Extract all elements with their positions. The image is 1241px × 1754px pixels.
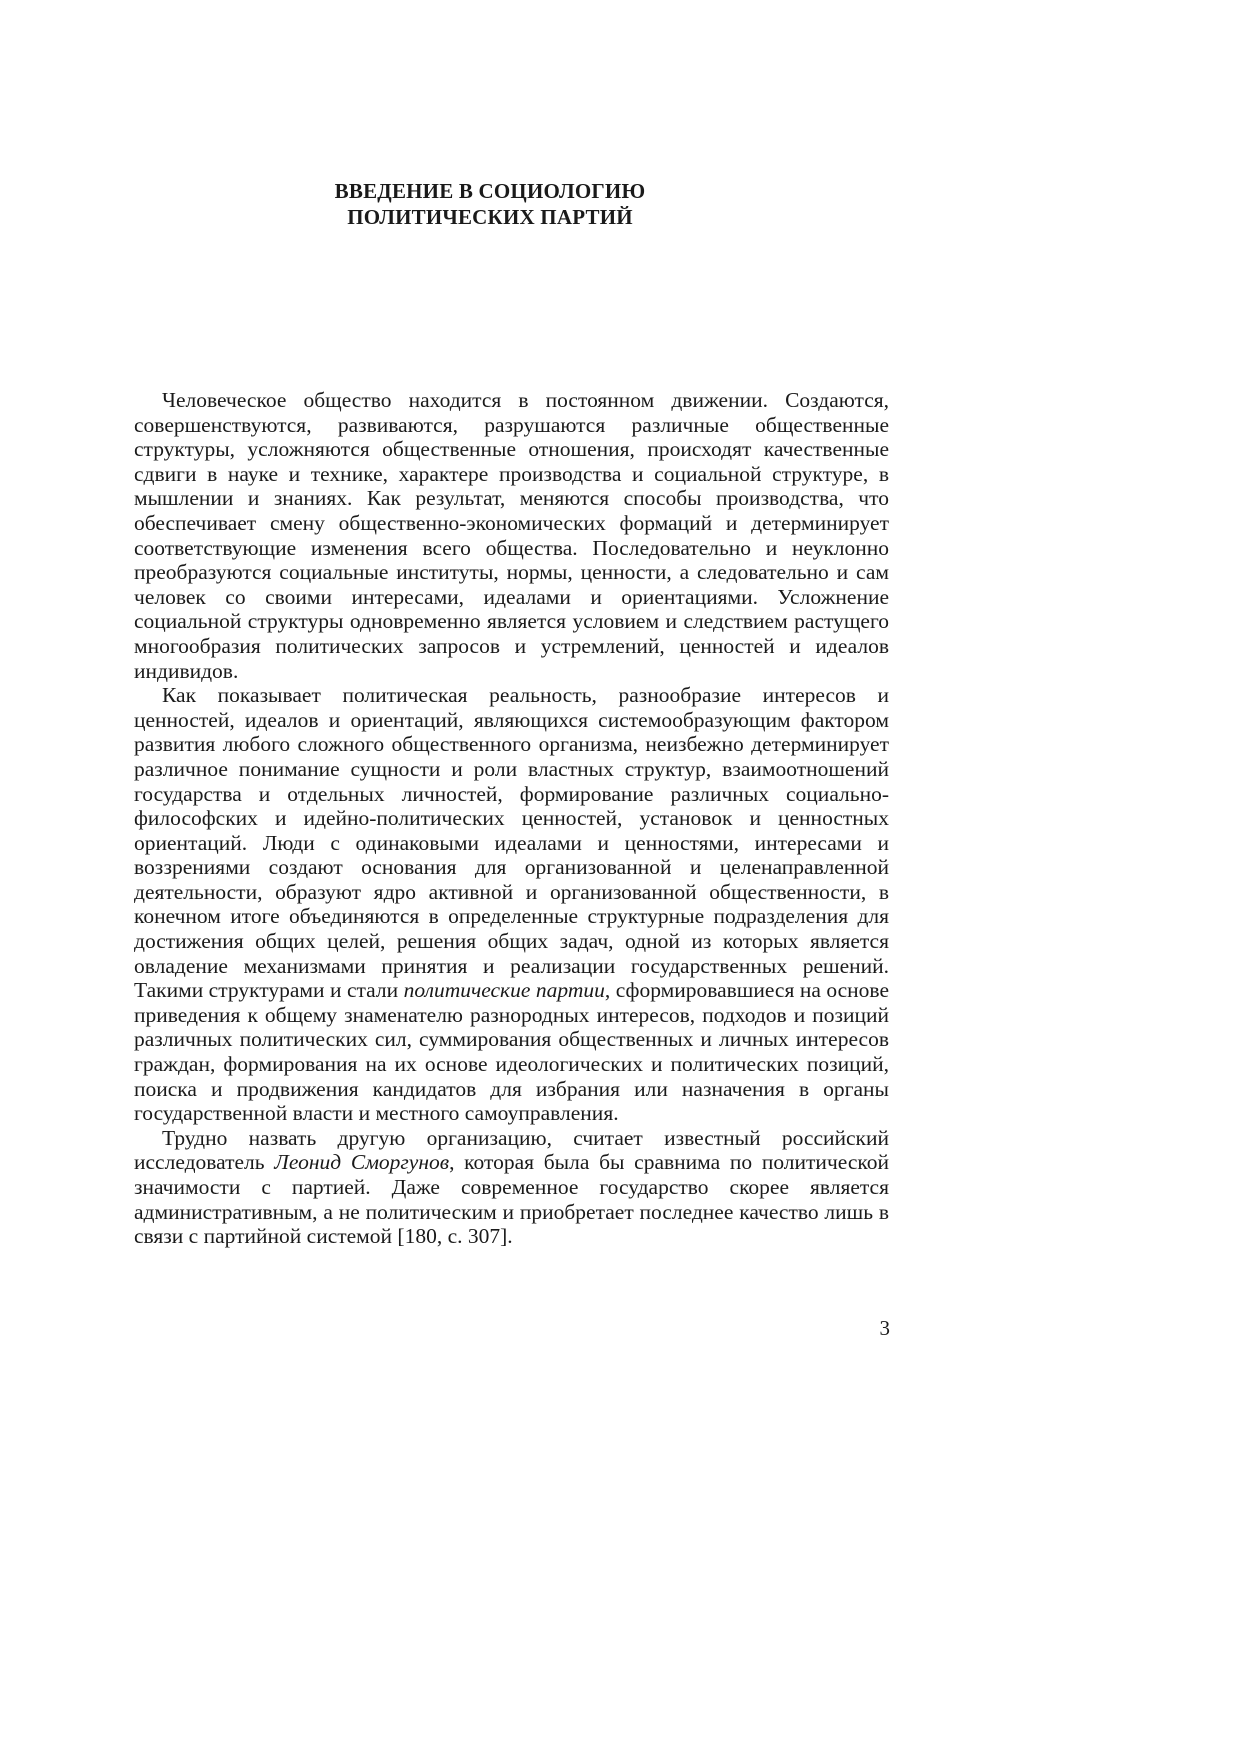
chapter-title-line-1: ВВЕДЕНИЕ В СОЦИОЛОГИЮ	[334, 179, 646, 203]
paragraph-2	[134, 683, 889, 1126]
paragraph-1: Человеческое общество находится в постоянном движении. Создаются, совершенствуются, развиваются, разрушаются различные общественные структуры, усложняются общественные отношения, происходят качественные сдвиги в науке и технике, характере производства и социальной структуре, в мышлении и знаниях. Как результат, меняются способы производства, что обеспечивает смену общественно-экономических формаций и детерминирует соответствующие изменения всего общества. Последовательно и неуклонно преобразуются социальные институты, нормы, ценности, а следовательно и сам человек со своими интересами, идеалами и ориентациями. Усложнение социальной структуры одновременно является условием и следствием растущего многообразия политических запросов и устремлений, ценностей и идеалов индивидов.	[134, 388, 889, 683]
page-number: 3	[879, 1316, 890, 1340]
paragraph-3-text-start: Трудно назвать другую организацию, считает известный российский исследователь	[134, 1125, 889, 1175]
body-text	[134, 388, 889, 1249]
paragraph-3-text-end: , которая была бы сравнима по политической значимости с партией. Даже современное государство скорее является административным, а не политическим и приобретает последнее качество лишь в связи с партийной системой [180, с. 307].	[134, 1150, 889, 1249]
paragraph-2-text-start: Как показывает политическая реальность, разнообразие интересов и ценностей, идеалов и ориентаций, являющихся системообразующим фактором развития любого сложного общественного организма, неизбежно детерминирует различное понимание сущности и роли властных структур, взаимоотношений государства и отдельных личностей, формирование различных социально-философских и идейно-политических ценностей, установок и ценностных ориентаций. Люди с одинаковыми идеалами и ценностями, интересами и воззрениями создают основания для организованной и целенаправленной деятельности, образуют ядро активной и организованной общественности, в конечном итоге объединяются в определенные структурные подразделения для достижения общих целей, решения общих задач, одной из которых является овладение механизмами принятия и реализации государственных решений. Такими структурами и стали	[134, 683, 889, 1003]
paragraph-3-italic-name: Леонид Сморгунов	[274, 1150, 450, 1175]
chapter-title-line-2: ПОЛИТИЧЕСКИХ ПАРТИЙ	[347, 205, 633, 229]
paragraph-2-text-end: , сформировавшиеся на основе приведения к общему знаменателю разнородных интересов, подходов и позиций различных политических сил, суммирования общественных и личных интересов граждан, формирования на их основе идеологических и политических позиций, поиска и продвижения кандидатов для избрания или назначения в органы государственной власти и местного самоуправления.	[134, 978, 889, 1126]
paragraph-2-italic-term: политические партии	[403, 978, 605, 1003]
paragraph-3	[134, 1126, 889, 1249]
chapter-title	[290, 178, 690, 230]
